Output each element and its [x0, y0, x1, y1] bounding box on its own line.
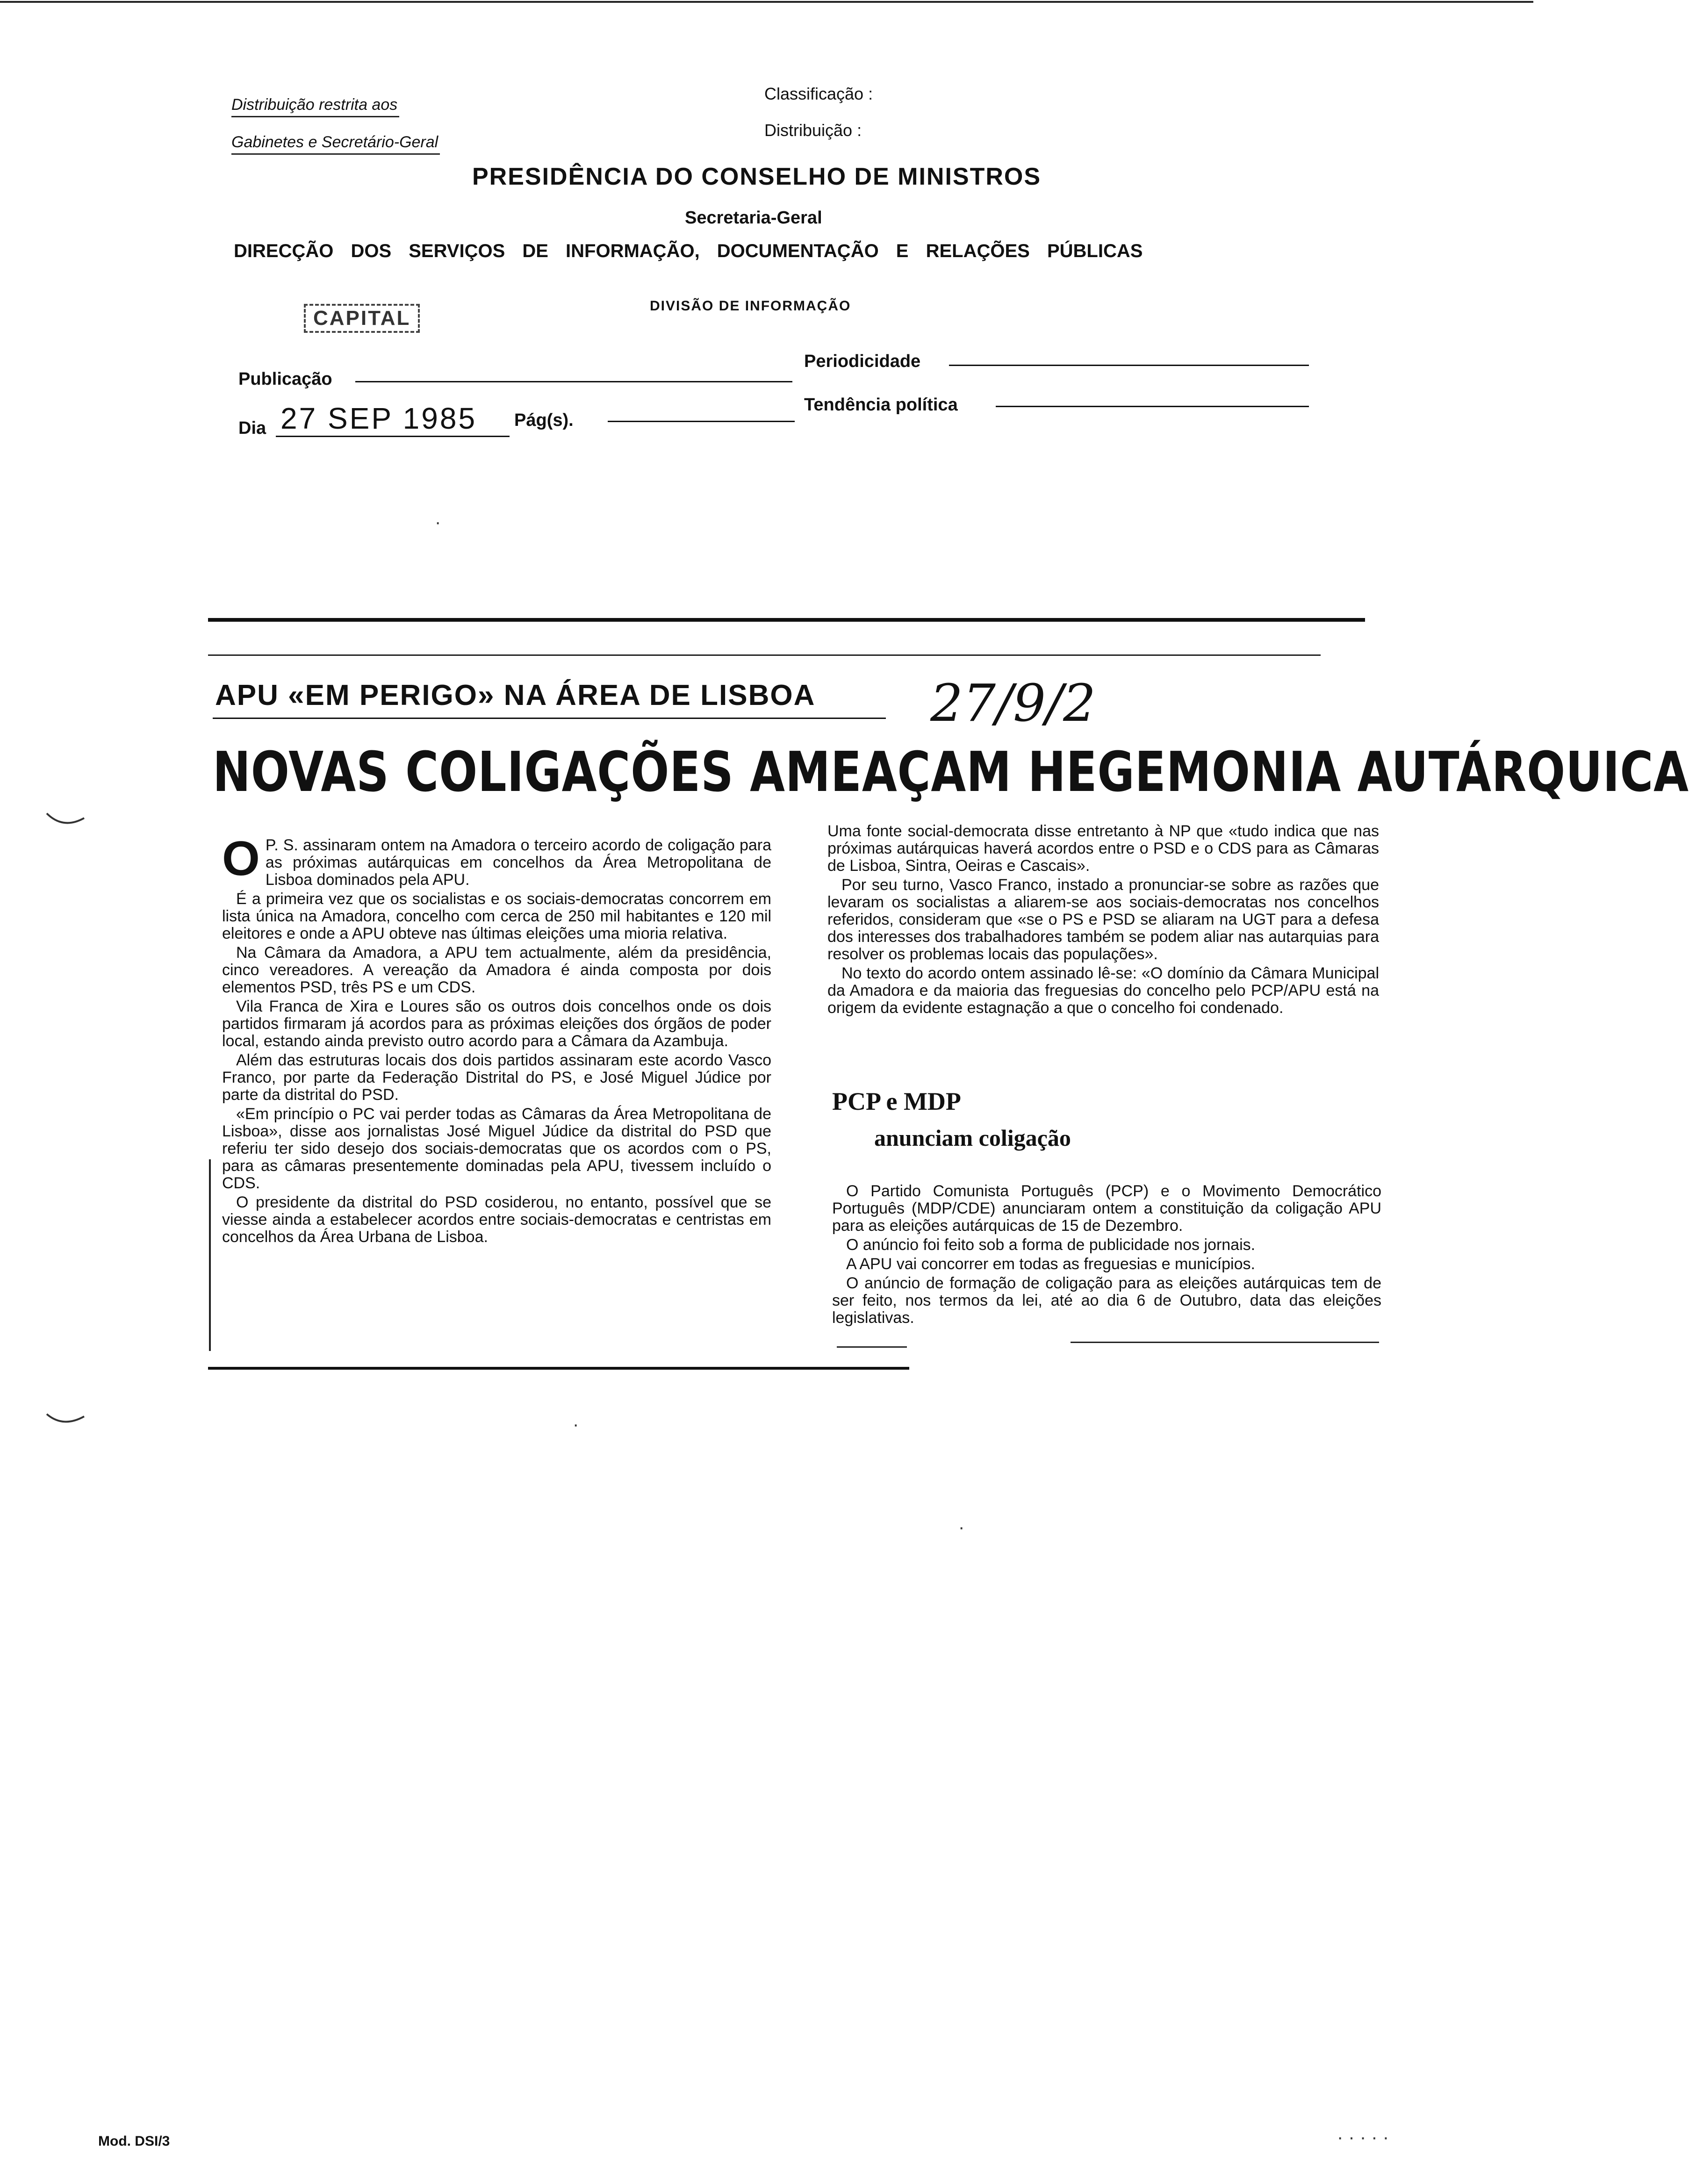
article-paragraph: O anúncio de formação de coligação para as eleições autárquicas tem de ser feito, nos termos da lei, até ao dia 6 de Outubro, data das eleições legislativas.: [832, 1274, 1381, 1327]
article-kicker: APU «EM PERIGO» NA ÁREA DE LISBOA: [215, 679, 816, 711]
corner-marks: · · · · ·: [1337, 2127, 1389, 2148]
form-model-number: Mod. DSI/3: [98, 2134, 170, 2149]
article-left-column: [222, 832, 771, 1248]
publicacao-fill-line: [355, 381, 792, 382]
stray-dot: ·: [958, 1517, 965, 1537]
dropcap: O: [222, 832, 260, 886]
article-paragraph: O presidente da distrital do PSD cosiderou, no entanto, possível que se viesse ainda a estabelecer acordos entre sociais-democratas e centristas em concelhos da Área Urbana de Lisboa.: [222, 1193, 771, 1246]
section-subtitle: anunciam coligação: [874, 1125, 1071, 1151]
divisao-line: DIVISÃO DE INFORMAÇÃO: [650, 298, 851, 314]
article-paragraph: Uma fonte social-democrata disse entretanto à NP que «tudo indica que nas próximas autárquicas haverá acordos entre o PSD e o CDS para as Câmaras de Lisboa, Sintra, Oeiras e Cascais».: [827, 822, 1379, 875]
dia-value: 27 SEP 1985: [280, 402, 477, 435]
tendencia-fill-line: [996, 406, 1309, 407]
pags-fill-line: [608, 421, 795, 422]
clipping-left-edge: [209, 1159, 211, 1351]
article-paragraph: A APU vai concorrer em todas as freguesias e municípios.: [846, 1255, 1255, 1273]
article-right-column: [827, 823, 1379, 1019]
handwritten-note: 27/9/2: [930, 673, 1096, 733]
section-end-rule: [837, 1346, 907, 1348]
periodicidade-label: Periodicidade: [804, 352, 921, 371]
article-paragraph: É a primeira vez que os socialistas e os sociais-democratas concorrem em lista única na Amadora, concelho com cerca de 250 mil habitantes e 120 mil eleitores e onde a APU obteve nas últimas eleições uma mioria relativa.: [222, 890, 771, 942]
section-title: PCP e MDP: [832, 1087, 961, 1115]
tendencia-label: Tendência política: [804, 395, 958, 415]
clipping-second-rule: [208, 654, 1321, 656]
article-paragraph: Além das estruturas locais dos dois partidos assinaram este acordo Vasco Franco, por parte da Federação Distrital do PS, e José Miguel Júdice por parte da distrital do PSD.: [222, 1051, 771, 1104]
stray-dot: ·: [435, 512, 441, 532]
restricted-distribution-line-1: Distribuição restrita aos: [231, 96, 399, 117]
section-body: [832, 1183, 1381, 1329]
capital-stamp: CAPITAL: [304, 304, 420, 333]
article-paragraph: P. S. assinaram ontem na Amadora o terceiro acordo de coligação para as próximas autárquicas em concelhos da Área Metropolitana de Lisboa dominados pela APU.: [265, 836, 771, 889]
article-paragraph: Por seu turno, Vasco Franco, instado a pronunciar-se sobre as razões que levaram os socialistas a aliarem-se aos sociais-democratas nos concelhos referidos, consideram que «se o PS e PSD se aliaram na UGT para a defesa dos interesses dos trabalhadores também se podem aliar nas autarquias para resolver os problemas locais das populações».: [827, 876, 1379, 963]
clipping-bottom-rule: [208, 1367, 909, 1370]
top-edge-line: [0, 1, 1533, 3]
article-paragraph: Vila Franca de Xira e Loures são os outros dois concelhos onde os dois partidos firmaram já acordos para as próximas eleições dos órgãos de poder local, estando ainda previsto outro acordo para a Câmara da Azambuja.: [222, 998, 771, 1050]
stray-dot: ·: [573, 1414, 579, 1435]
page-subtitle: Secretaria-Geral: [685, 208, 822, 228]
article-paragraph: No texto do acordo ontem assinado lê-se: «O domínio da Câmara Municipal da Amadora e da maioria das freguesias do concelho pelo PCP/APU está na origem da evidente estagnação a que o concelho foi condenado.: [827, 964, 1379, 1017]
pags-label: Pág(s).: [514, 410, 574, 430]
distribuicao-label: Distribuição :: [764, 121, 862, 140]
restricted-distribution-line-2: Gabinetes e Secretário-Geral: [231, 133, 440, 155]
dia-fill-line: [276, 436, 510, 437]
margin-fold-mark: [44, 1409, 86, 1433]
article-paragraph: O Partido Comunista Português (PCP) e o Movimento Democrático Português (MDP/CDE) anunciaram ontem a constituição da coligação APU para as eleições autárquicas de 15 de Dezembro.: [832, 1182, 1381, 1235]
dia-label: Dia: [238, 418, 266, 438]
article-headline: NOVAS COLIGAÇÕES AMEAÇAM HEGEMONIA AUTÁRQUICA: [213, 740, 1689, 804]
section-end-rule-right: [1071, 1342, 1379, 1343]
article-paragraph: Na Câmara da Amadora, a APU tem actualmente, além da presidência, cinco vereadores. A vereação da Amadora é ainda composta por dois elementos PSD, três PS e um CDS.: [222, 944, 771, 996]
kicker-underline: [213, 718, 886, 719]
periodicidade-fill-line: [949, 365, 1309, 366]
classificacao-label: Classificação :: [764, 84, 873, 103]
article-paragraph: O anúncio foi feito sob a forma de publicidade nos jornais.: [846, 1236, 1256, 1254]
direccao-line: DIRECÇÃO DOS SERVIÇOS DE INFORMAÇÃO, DOCUMENTAÇÃO E RELAÇÕES PÚBLICAS: [234, 241, 1143, 261]
publicacao-label: Publicação: [238, 369, 332, 389]
page-title: PRESIDÊNCIA DO CONSELHO DE MINISTROS: [472, 163, 1042, 190]
article-paragraph: «Em princípio o PC vai perder todas as Câmaras da Área Metropolitana de Lisboa», disse aos jornalistas José Miguel Júdice da distrital do PSD que referiu ter sido desejo dos sociais-democratas que os acordos com o PS, para as câmaras presentemente dominadas pela APU, tivessem incluído o CDS.: [222, 1105, 771, 1192]
clipping-top-rule: [208, 618, 1365, 622]
margin-fold-mark: [44, 809, 86, 832]
